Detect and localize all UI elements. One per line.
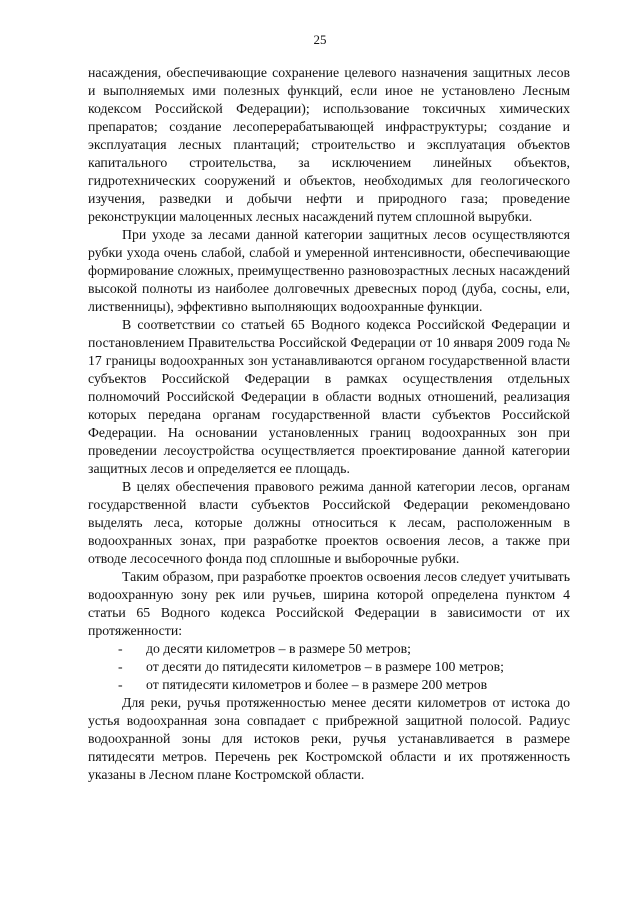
list-dash: - [118,677,123,692]
list-item [88,640,570,658]
list-item [88,676,570,694]
paragraph-development-projects: Таким образом, при разработке проектов освоения лесов следует учитывать водоохранную зону рек или ручьев, ширина которой определена пунктом 4 статьи 65 Водного кодекса Российской Федерации в зависимости от их протяженности: [88,569,570,638]
list-item-text: от пятидесяти километров и более – в размере 200 метров [146,677,488,692]
list-item-text: от десяти до пятидесяти километров – в размере 100 метров; [146,659,505,674]
list-dash: - [118,641,123,656]
body-text [88,64,570,784]
paragraph-care-felling: При уходе за лесами данной категории защитных лесов осуществляются рубки ухода очень слабой, слабой и умеренной интенсивности, обеспечивающие формирование сложных, преимущественно разновозрастных лесных насаждений высокой полноты из наиболее долговечных древесных пород (дуба, сосны, ели, лиственницы), эффективно выполняющих водоохранные функции. [88,227,570,314]
paragraph-small-rivers: Для реки, ручья протяженностью менее десяти километров от истока до устья водоохранная зона совпадает с прибрежной защитной полосой. Радиус водоохранной зоны для истоков реки, ручья устанавливается в размере пятидесяти метров. Перечень рек Костромской области и их протяженность указаны в Лесном плане Костромской области. [88,695,570,782]
paragraph-legal-regime: В целях обеспечения правового режима данной категории лесов, органам государственной власти субъектов Российской Федерации рекомендовано выделять леса, которые должны относиться к лесам, расположенным в водоохранных зонах, при разработке проектов освоения лесов, а также при отводе лесосечного фонда под сплошные и выборочные рубки. [88,479,570,566]
page-number: 25 [313,32,327,47]
protection-zone-list [88,640,570,694]
paragraph-continuation: насаждения, обеспечивающие сохранение целевого назначения защитных лесов и выполняемых ими полезных функций, если иное не установлено Лесным кодексом Российской Федерации); использование токсичных химических препаратов; создание лесоперерабатывающей инфраструктуры; создание и эксплуатация лесных плантаций; строительство и эксплуатация объектов капитального строительства, за исключением линейных объектов, гидротехнических сооружений и объектов, необходимых для геологического изучения, разведки и добычи нефти и природного газа; проведение реконструкции малоценных лесных насаждений путем сплошной вырубки. [88,65,570,224]
paragraph-water-code: В соответствии со статьей 65 Водного кодекса Российской Федерации и постановлением Правительства Российской Федерации от 10 января 2009 года № 17 границы водоохранных зон устанавливаются органом государственной власти субъектов Российской Федерации в рамках осуществления отдельных полномочий Российской Федерации в области водных отношений, реализация которых передана органам государственной власти субъектов Российской Федерации. На основании установленных границ водоохранных зон при проведении лесоустройства осуществляется проектирование данной категории защитных лесов и определяется ее площадь. [88,317,570,476]
list-item [88,658,570,676]
list-dash: - [118,659,123,674]
list-item-text: до десяти километров – в размере 50 метров; [146,641,411,656]
